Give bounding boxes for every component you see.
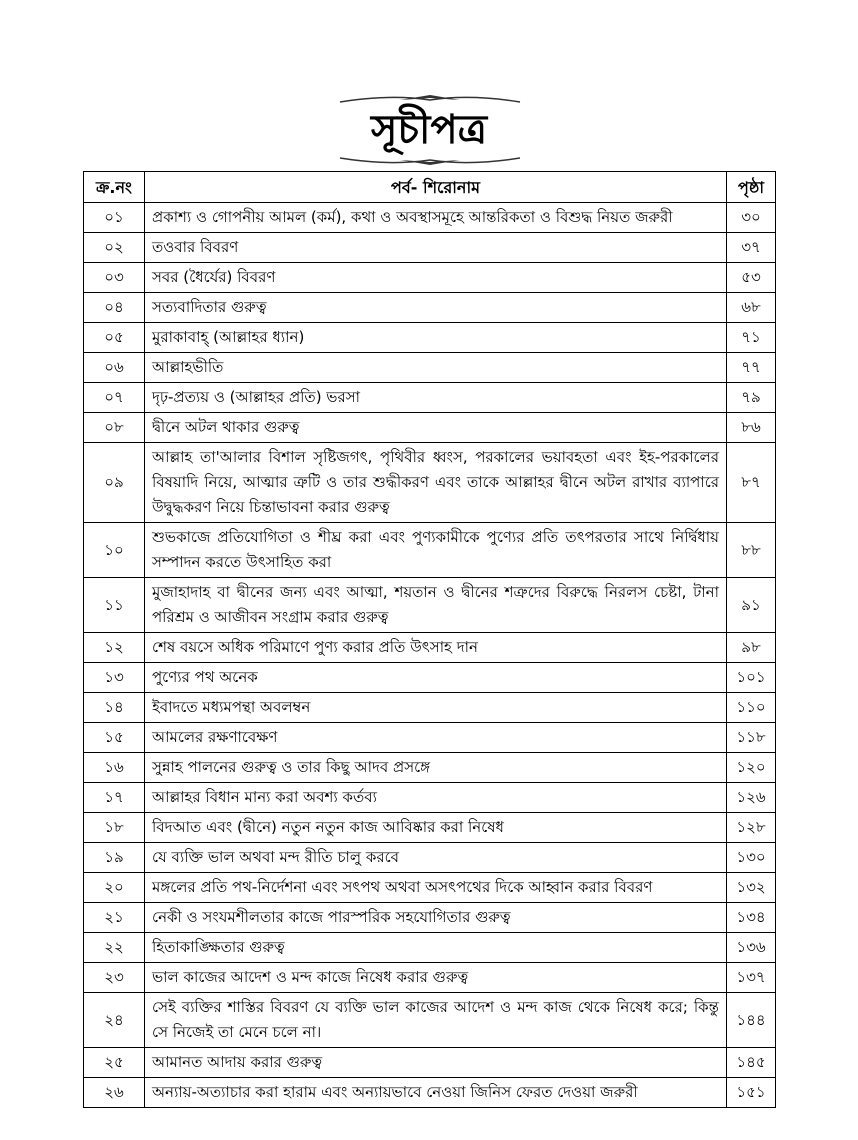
row-title: তওবার বিবরণ (145, 233, 727, 263)
row-title: দৃঢ়-প্রত্যয় ও (আল্লাহর প্রতি) ভরসা (145, 383, 727, 413)
table-row (84, 353, 776, 383)
row-number: ২৩ (84, 963, 145, 993)
table-row (84, 293, 776, 323)
column-header-page: পৃষ্ঠা (727, 172, 776, 203)
row-page: ৮৬ (727, 413, 776, 443)
row-title: শেষ বয়সে অধিক পরিমাণে পুণ্য করার প্রতি উৎসাহ দান (145, 633, 727, 663)
row-number: ১৮ (84, 813, 145, 843)
row-page: ৮৭ (727, 443, 776, 523)
row-title: অন্যায়-অত্যাচার করা হারাম এবং অন্যায়ভাবে নেওয়া জিনিস ফেরত দেওয়া জরুরী (145, 1078, 727, 1108)
row-title: ভাল কাজের আদেশ ও মন্দ কাজে নিষেধ করার গুরুত্ব (145, 963, 727, 993)
table-row (84, 413, 776, 443)
row-number: ০৮ (84, 413, 145, 443)
table-row (84, 873, 776, 903)
row-title: পুণ্যের পথ অনেক (145, 663, 727, 693)
row-number: ২২ (84, 933, 145, 963)
row-number: ০১ (84, 203, 145, 233)
table-row (84, 1048, 776, 1078)
row-title: আল্লাহর বিধান মান্য করা অবশ্য কর্তব্য (145, 783, 727, 813)
row-number: ০৫ (84, 323, 145, 353)
row-page: ১৩২ (727, 873, 776, 903)
row-title: সেই ব্যক্তির শাস্তির বিবরণ যে ব্যক্তি ভাল কাজের আদেশ ও মন্দ কাজ থেকে নিষেধ করে; কিন্তু সে নিজেই তা মেনে চলে না। (145, 993, 727, 1048)
row-title: মুজাহাদাহ বা দ্বীনের জন্য এবং আত্মা, শয়তান ও দ্বীনের শত্রুদের বিরুদ্ধে নিরলস চেষ্টা, টানা পরিশ্রম ও আজীবন সংগ্রাম করার গুরুত্ব (145, 578, 727, 633)
row-number: ০৯ (84, 443, 145, 523)
row-page: ৭৯ (727, 383, 776, 413)
row-page: ৬৮ (727, 293, 776, 323)
row-page: ৩৭ (727, 233, 776, 263)
row-page: ৯১ (727, 578, 776, 633)
row-number: ০৩ (84, 263, 145, 293)
column-header-title: পর্ব- শিরোনাম (145, 172, 727, 203)
table-row (84, 753, 776, 783)
table-row (84, 663, 776, 693)
row-title: সুন্নাহ পালনের গুরুত্ব ও তার কিছু আদব প্রসঙ্গে (145, 753, 727, 783)
row-page: ১৪৪ (727, 993, 776, 1048)
row-number: ১২ (84, 633, 145, 663)
table-row (84, 323, 776, 353)
table-row (84, 233, 776, 263)
table-row (84, 443, 776, 523)
table-row (84, 993, 776, 1048)
column-header-number: ক্র.নং (84, 172, 145, 203)
row-number: ০৬ (84, 353, 145, 383)
row-number: ১০ (84, 523, 145, 578)
row-number: ০২ (84, 233, 145, 263)
row-page: ৫৩ (727, 263, 776, 293)
row-number: ২৫ (84, 1048, 145, 1078)
row-title: আল্লাহ তা'আলার বিশাল সৃষ্টিজগৎ, পৃথিবীর ধ্বংস, পরকালের ভয়াবহতা এবং ইহ-পরকালের বিষয়াদি নিয়ে, আত্মার ত্রুটি ও তার শুদ্ধীকরণ এবং তাকে আল্লাহর দ্বীনে অটল রাখার ব্যাপারে উদ্বুদ্ধকরণ নিয়ে চিন্তাভাবনা করার গুরুত্ব (145, 443, 727, 523)
row-page: ৩০ (727, 203, 776, 233)
row-number: ১৯ (84, 843, 145, 873)
row-number: ২০ (84, 873, 145, 903)
row-title: শুভকাজে প্রতিযোগিতা ও শীঘ্র করা এবং পুণ্যকামীকে পুণ্যের প্রতি তৎপরতার সাথে নির্দ্বিধায় সম্পাদন করতে উৎসাহিত করা (145, 523, 727, 578)
row-page: ৭৭ (727, 353, 776, 383)
row-page: ১৩৪ (727, 903, 776, 933)
row-page: ১১০ (727, 693, 776, 723)
row-title: আমানত আদায় করার গুরুত্ব (145, 1048, 727, 1078)
row-title: নেকী ও সংযমশীলতার কাজে পারস্পরিক সহযোগিতার গুরুত্ব (145, 903, 727, 933)
row-page: ১০১ (727, 663, 776, 693)
row-number: ২৬ (84, 1078, 145, 1108)
table-row (84, 723, 776, 753)
row-page: ১৩০ (727, 843, 776, 873)
row-number: ১৪ (84, 693, 145, 723)
table-body (84, 203, 776, 1108)
row-title: মঙ্গলের প্রতি পথ-নির্দেশনা এবং সৎপথ অথবা অসৎপথের দিকে আহ্বান করার বিবরণ (145, 873, 727, 903)
table-row (84, 693, 776, 723)
row-title: ইবাদতে মধ্যমপন্থা অবলম্বন (145, 693, 727, 723)
row-page: ৮৮ (727, 523, 776, 578)
row-page: ১২০ (727, 753, 776, 783)
row-page: ১৪৫ (727, 1048, 776, 1078)
row-title: হিতাকাঙ্ক্ষিতার গুরুত্ব (145, 933, 727, 963)
table-row (84, 203, 776, 233)
row-title: আল্লাহভীতি (145, 353, 727, 383)
table-row (84, 933, 776, 963)
table-row (84, 903, 776, 933)
row-number: ১১ (84, 578, 145, 633)
row-number: ০৭ (84, 383, 145, 413)
table-row (84, 843, 776, 873)
page-header (0, 92, 858, 172)
row-page: ১১৮ (727, 723, 776, 753)
table-row (84, 1078, 776, 1108)
row-page: ১৩৬ (727, 933, 776, 963)
table-row (84, 383, 776, 413)
table-row (84, 813, 776, 843)
row-page: ১৩৭ (727, 963, 776, 993)
row-title: যে ব্যক্তি ভাল অথবা মন্দ রীতি চালু করবে (145, 843, 727, 873)
row-title: আমলের রক্ষণাবেক্ষণ (145, 723, 727, 753)
page-title: সূচীপত্র (371, 106, 487, 153)
row-title: বিদআত এবং (দ্বীনে) নতুন নতুন কাজ আবিষ্কার করা নিষেধ (145, 813, 727, 843)
row-page: ১৫১ (727, 1078, 776, 1108)
row-title: সত্যবাদিতার গুরুত্ব (145, 293, 727, 323)
row-title: দ্বীনে অটল থাকার গুরুত্ব (145, 413, 727, 443)
table-row (84, 633, 776, 663)
row-page: ১২৬ (727, 783, 776, 813)
table-row (84, 963, 776, 993)
row-title: সবর (ধৈর্যের) বিবরণ (145, 263, 727, 293)
table-row (84, 523, 776, 578)
row-page: ১২৮ (727, 813, 776, 843)
row-number: ১৬ (84, 753, 145, 783)
row-page: ৯৮ (727, 633, 776, 663)
row-number: ২৪ (84, 993, 145, 1048)
row-number: ১৭ (84, 783, 145, 813)
table-header-row (84, 172, 776, 203)
table-row (84, 783, 776, 813)
row-number: ০৪ (84, 293, 145, 323)
row-title: প্রকাশ্য ও গোপনীয় আমল (কর্ম), কথা ও অবস্থাসমূহে আন্তরিকতা ও বিশুদ্ধ নিয়ত জরুরী (145, 203, 727, 233)
ornament-bottom-icon (330, 154, 530, 168)
table-row (84, 578, 776, 633)
row-number: ১৫ (84, 723, 145, 753)
row-number: ১৩ (84, 663, 145, 693)
row-title: মুরাকাবাহ্ (আল্লাহর ধ্যান) (145, 323, 727, 353)
row-page: ৭১ (727, 323, 776, 353)
contents-table (83, 171, 776, 1108)
ornament-top-icon (330, 92, 530, 106)
table-row (84, 263, 776, 293)
row-number: ২১ (84, 903, 145, 933)
